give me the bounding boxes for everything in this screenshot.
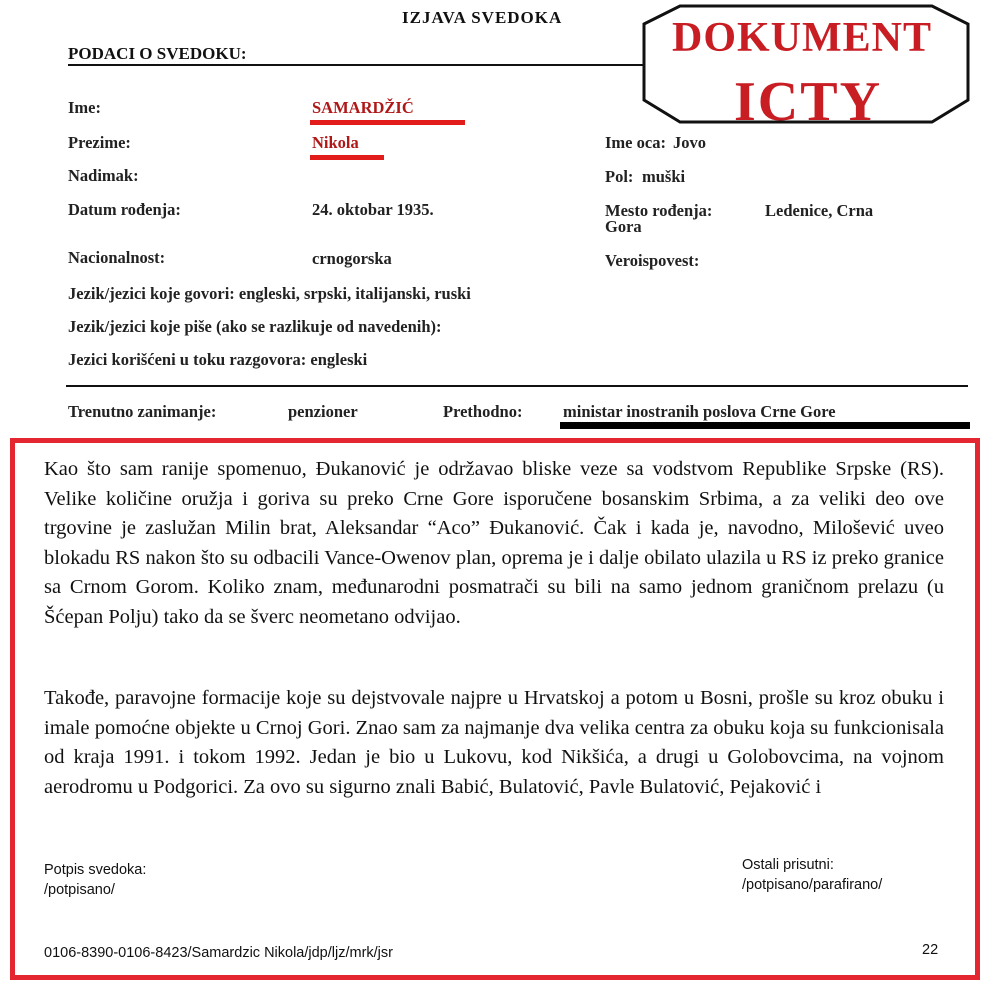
datum-value: 24. oktobar 1935. xyxy=(312,200,434,219)
mesto-value: Ledenice, Crna xyxy=(765,201,874,220)
section-underline xyxy=(68,64,643,66)
ime-oca-label: Ime oca: xyxy=(605,133,666,152)
page-number: 22 xyxy=(922,942,939,958)
nacionalnost-value: crnogorska xyxy=(312,249,392,268)
ostali-label: Ostali prisutni: xyxy=(742,857,834,873)
potpis-value: /potpisano/ xyxy=(44,882,115,898)
ime-highlight xyxy=(310,120,465,125)
prezime-label: Prezime: xyxy=(68,133,131,152)
body-paragraph-2: Takođe, paravojne formacije koje su dejstvovale najpre u Hrvatskoj a potom u Bosni, prošle su kroz obuku i imale pomoćne objekte u Crnoj Gori. Znao sam za najmanje dva velika centra za obuku koja su funkcionisala od kraja 1991. i tokom 1992. Jedan je bio u Lukovu, kod Nikšića, a drugi u Golobovcima, na vojnom aerodromu u Podgorici. Za ovo su sigurno znali Babić, Bulatović, Pavle Bulatović, Pejaković i xyxy=(44,687,944,798)
jezici-razgovor: Jezici korišćeni u toku razgovora: engleski xyxy=(68,350,368,369)
stamp-text-icty: ICTY xyxy=(734,71,883,133)
mesto-label: Mesto rođenja: xyxy=(605,201,713,220)
ostali-value: /potpisano/parafirano/ xyxy=(742,877,883,893)
zanimanje-label: Trenutno zanimanje: xyxy=(68,402,217,421)
prezime-value: Nikola xyxy=(312,133,359,152)
veroispovest-label: Veroispovest: xyxy=(605,251,700,270)
prethodno-value: ministar inostranih poslova Crne Gore xyxy=(563,402,836,421)
jezici-govori: Jezik/jezici koje govori: engleski, srpski, italijanski, ruski xyxy=(68,284,471,303)
horizontal-rule xyxy=(66,385,968,387)
document-title: IZJAVA SVEDOKA xyxy=(402,8,563,27)
prethodno-redaction-bar xyxy=(560,422,970,429)
ime-label: Ime: xyxy=(68,98,101,117)
pol-label: Pol: xyxy=(605,167,634,186)
zanimanje-value: penzioner xyxy=(288,402,358,421)
ime-value: SAMARDŽIĆ xyxy=(312,98,414,117)
mesto-value-line2: Gora xyxy=(605,217,642,236)
prethodno-label: Prethodno: xyxy=(443,402,523,421)
potpis-label: Potpis svedoka: xyxy=(44,862,147,878)
pol-value: muški xyxy=(642,167,686,186)
nadimak-label: Nadimak: xyxy=(68,166,139,185)
ime-oca-value: Jovo xyxy=(673,133,706,152)
datum-label: Datum rođenja: xyxy=(68,200,181,219)
jezici-pise: Jezik/jezici koje piše (ako se razlikuje od navedenih): xyxy=(68,317,442,336)
nacionalnost-label: Nacionalnost: xyxy=(68,248,166,267)
document-reference: 0106-8390-0106-8423/Samardzic Nikola/jdp/ljz/mrk/jsr xyxy=(44,945,393,961)
stamp-text-dokument: DOKUMENT xyxy=(672,15,932,61)
prezime-highlight xyxy=(310,155,384,160)
section-heading: PODACI O SVEDOKU: xyxy=(68,44,247,63)
body-paragraph-1: Kao što sam ranije spomenuo, Đukanović je održavao bliske veze sa vodstvom Republike Srpske (RS). Velike količine oružja i goriva su preko Crne Gore isporučene bosanskim Srbima, a za veliki deo ove trgovine je zaslužan Milin brat, Aleksandar “Aco” Đukanović. Čak i kada je, navodno, Milošević uveo blokadu RS nakon što su odbacili Vance-Owenov plan, oprema je i dalje obilato ulazila u RS iz preko granice sa Crnom Gorom. Koliko znam, međunarodni posmatrači su bili na samo jednom graničnom prelazu (u Šćepan Polju) tako da se šverc neometano odvijao. xyxy=(44,458,944,628)
